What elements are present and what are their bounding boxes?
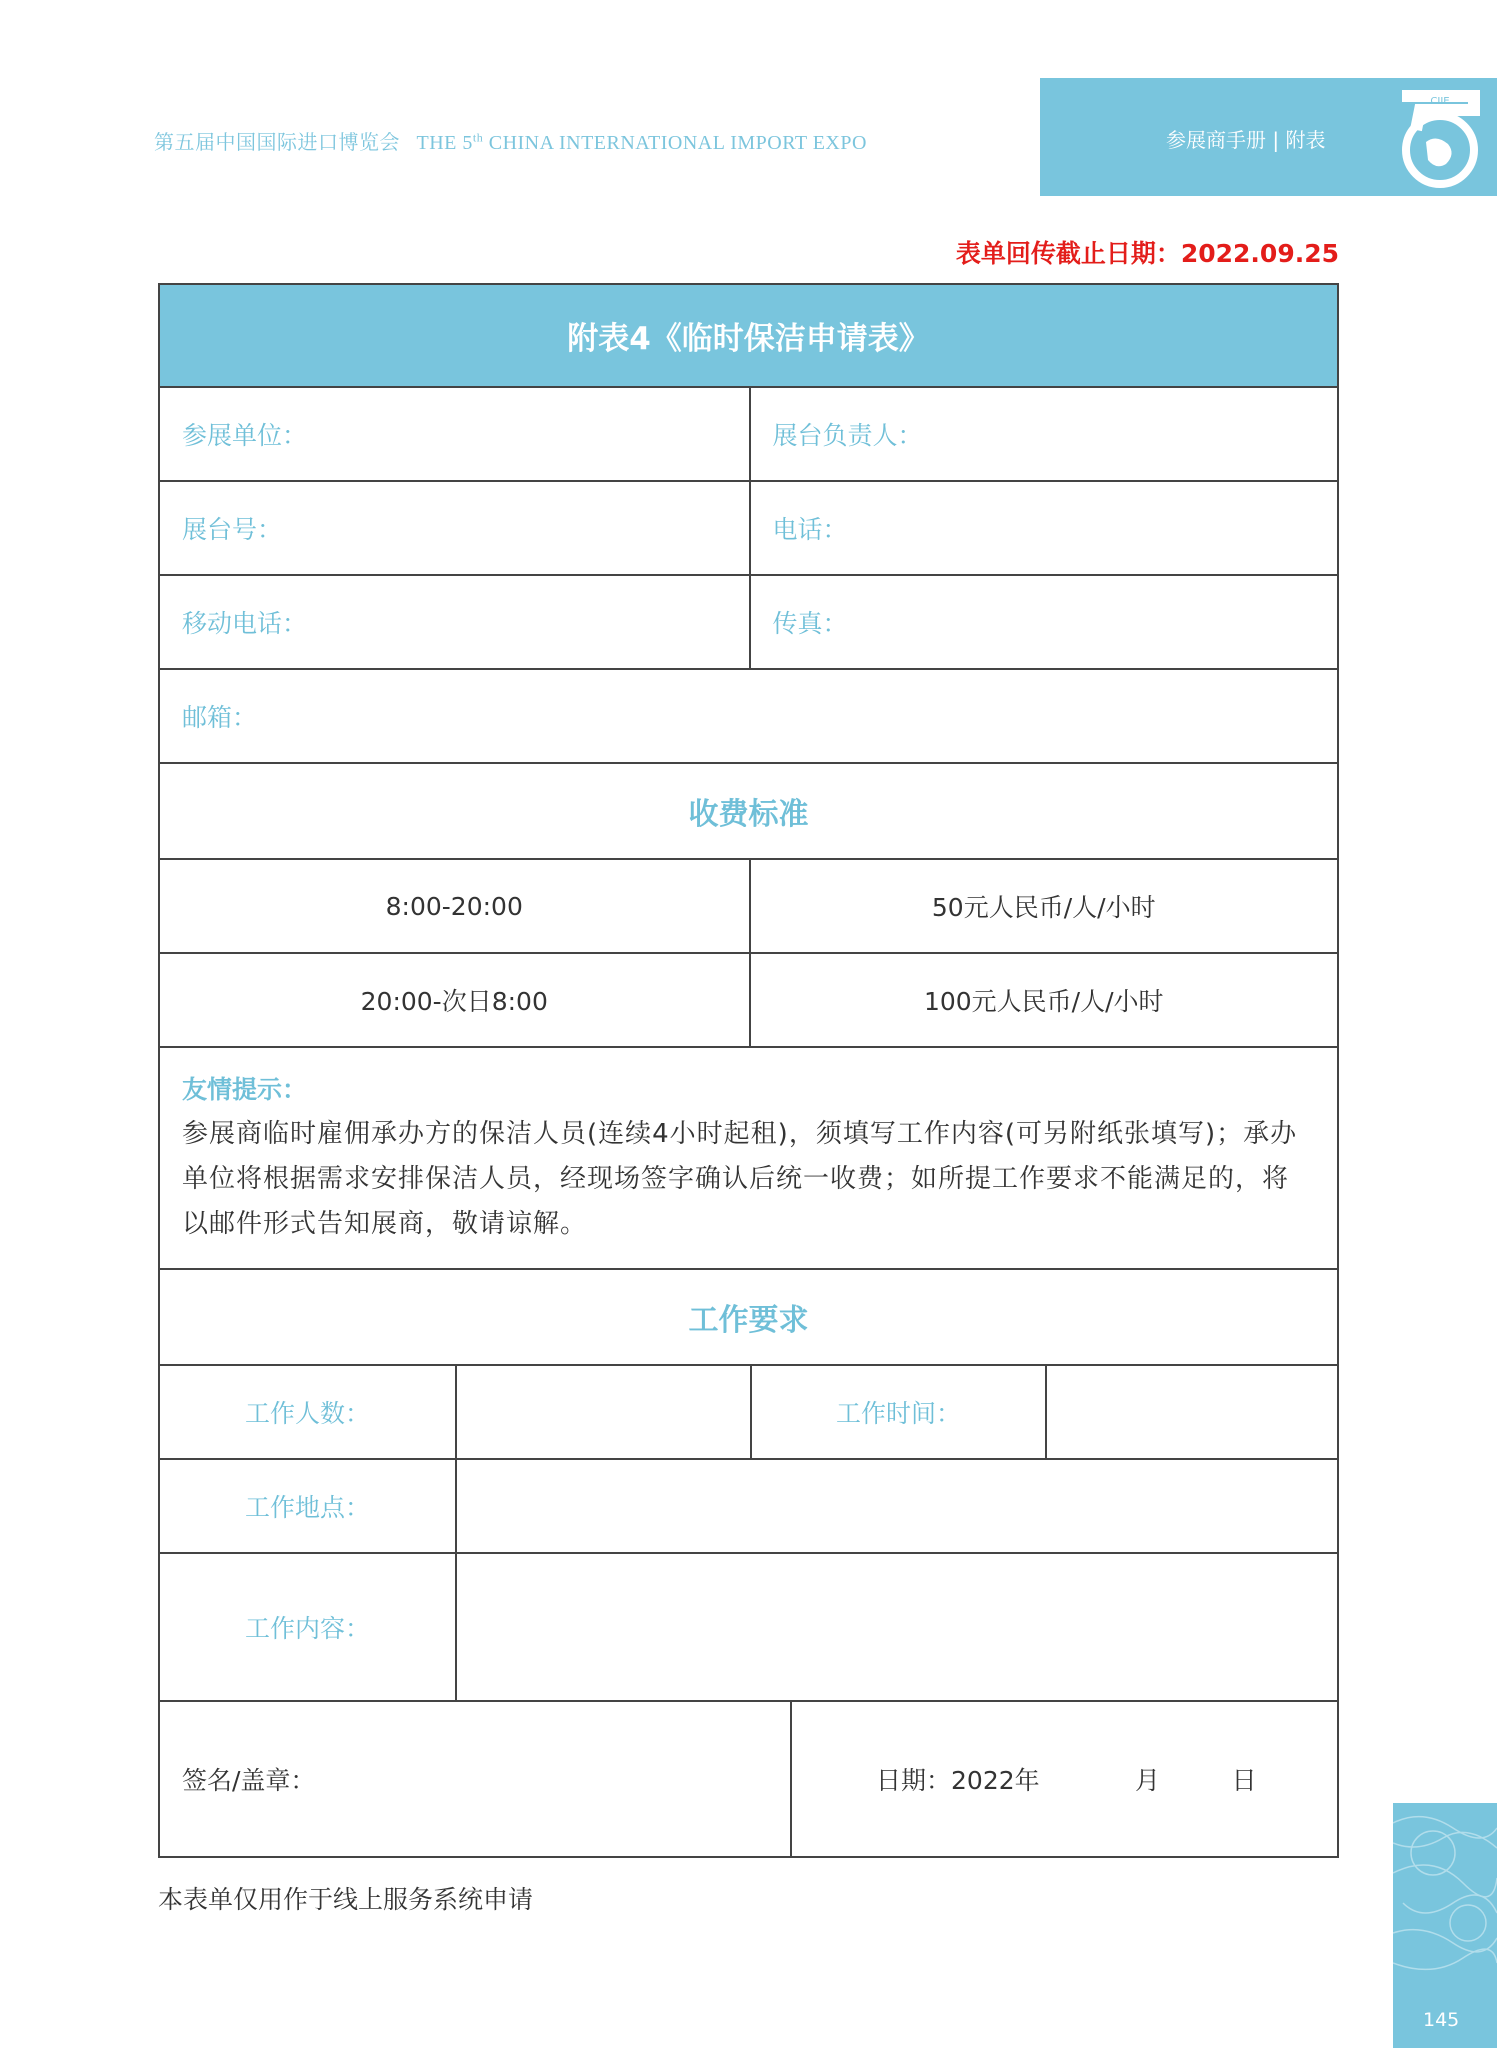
footer-note: 本表单仅用作于线上服务系统申请 xyxy=(158,1885,534,1914)
manual-label: 参展商手册 | 附表 xyxy=(1166,128,1326,152)
form-row xyxy=(160,480,1337,574)
fee-time: 20:00-次日8:00 xyxy=(360,987,548,1016)
form-row xyxy=(160,668,1337,762)
fax-field[interactable] xyxy=(749,576,1338,668)
content-input[interactable] xyxy=(455,1554,1337,1700)
phone-field[interactable] xyxy=(749,482,1338,574)
form-title-row xyxy=(160,285,1337,386)
work-time-label: 工作时间： xyxy=(750,1366,1045,1458)
work-row xyxy=(160,1458,1337,1552)
form-row xyxy=(160,574,1337,668)
expo-name-en-suffix: CHINA INTERNATIONAL IMPORT EXPO xyxy=(488,132,867,154)
fee-row xyxy=(160,952,1337,1046)
date-field[interactable] xyxy=(790,1702,1337,1856)
fax-label: 传真： xyxy=(772,609,848,638)
expo-header-title xyxy=(154,126,867,155)
content-label: 工作内容： xyxy=(244,1614,370,1643)
work-section-title: 工作要求 xyxy=(688,1303,809,1338)
form-title: 附表4《临时保洁申请表》 xyxy=(160,285,1337,386)
booth-no-field[interactable] xyxy=(160,482,749,574)
headcount-label: 工作人数： xyxy=(244,1399,370,1428)
logo-text: CIIE xyxy=(1430,96,1450,107)
location-label: 工作地点： xyxy=(244,1493,370,1522)
ciie-logo-icon xyxy=(1382,82,1492,192)
booth-manager-label: 展台负责人： xyxy=(772,421,923,450)
fee-price: 100元人民币/人/小时 xyxy=(749,954,1338,1046)
tips-box xyxy=(160,1048,1337,1268)
fee-row xyxy=(160,858,1337,952)
fee-section-title: 收费标准 xyxy=(688,797,809,832)
email-field[interactable] xyxy=(160,670,1337,762)
mobile-field[interactable] xyxy=(160,576,749,668)
exhibitor-field[interactable] xyxy=(160,388,749,480)
header-band xyxy=(1040,78,1497,196)
expo-name-cn: 第五届中国国际进口博览会 xyxy=(154,132,400,154)
fee-section-row xyxy=(160,762,1337,858)
deadline-notice: 表单回传截止日期：2022.09.25 xyxy=(955,239,1339,268)
date-day: 日 xyxy=(1231,1766,1257,1795)
booth-manager-field[interactable] xyxy=(749,388,1338,480)
exhibitor-label: 参展单位： xyxy=(182,421,308,450)
tips-text: 参展商临时雇佣承办方的保洁人员(连续4小时起租)，须填写工作内容(可另附纸张填写)；承办单位将根据需求安排保洁人员，经现场签字确认后统一收费；如所提工作要求不能满足的，将以邮件形式告知展商，敬请谅解。 xyxy=(182,1119,1298,1239)
wave-pattern-icon xyxy=(1393,1803,1497,2003)
tips-title: 友情提示： xyxy=(182,1075,308,1104)
date-month: 月 xyxy=(1135,1766,1161,1795)
location-input[interactable] xyxy=(455,1460,1337,1552)
signature-field[interactable] xyxy=(160,1702,790,1856)
work-section-row xyxy=(160,1268,1337,1364)
fee-time: 8:00-20:00 xyxy=(385,891,523,921)
booth-no-label: 展台号： xyxy=(182,515,283,544)
mobile-label: 移动电话： xyxy=(182,609,308,638)
work-time-input[interactable] xyxy=(1045,1366,1337,1458)
headcount-input[interactable] xyxy=(455,1366,750,1458)
signature-row xyxy=(160,1700,1337,1856)
expo-name-en-prefix: THE 5 xyxy=(416,132,473,154)
tips-row xyxy=(160,1046,1337,1268)
date-year: 2022年 xyxy=(951,1766,1040,1795)
expo-name-en-sup: th xyxy=(472,130,484,145)
page-number: 145 xyxy=(1423,2009,1460,2031)
signature-label: 签名/盖章： xyxy=(182,1766,316,1795)
fee-price: 50元人民币/人/小时 xyxy=(749,860,1338,952)
work-row xyxy=(160,1364,1337,1458)
page-corner-decoration xyxy=(1393,1803,1497,2048)
cleaning-application-form xyxy=(158,283,1339,1858)
phone-label: 电话： xyxy=(772,515,848,544)
email-label: 邮箱： xyxy=(182,703,258,732)
date-label: 日期： xyxy=(876,1766,952,1795)
form-row xyxy=(160,386,1337,480)
work-row xyxy=(160,1552,1337,1700)
